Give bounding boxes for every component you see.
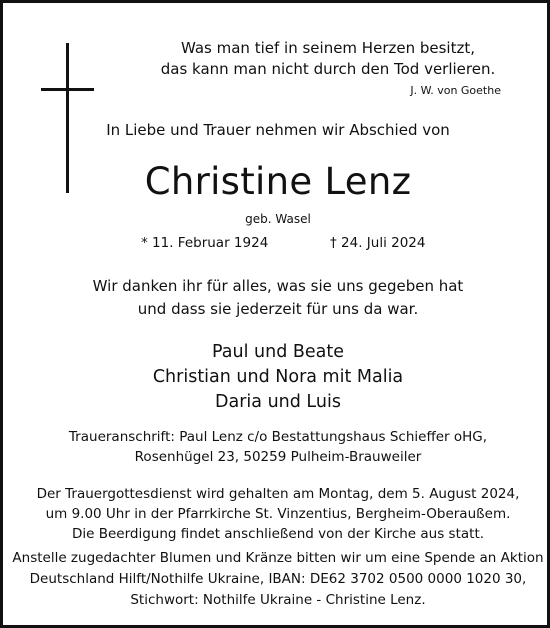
family-member-2: Christian und Nora mit Malia [152, 367, 404, 387]
intro-text: In Liebe und Trauer nehmen wir Abschied von [106, 121, 450, 139]
service-line-2: um 9.00 Uhr in der Pfarrkirche St. Vinzentius, Bergheim-Oberaußem. [45, 506, 511, 522]
donation-line-1: Anstelle zugedachter Blumen und Kränze bitten wir um eine Spende an Aktion [12, 550, 544, 566]
address-line-2: Rosenhügel 23, 50259 Pulheim-Brauweiler [134, 449, 422, 465]
service-line-1: Der Trauergottesdienst wird gehalten am Montag, dem 5. August 2024, [36, 486, 520, 502]
address-line-1: Traueranschrift: Paul Lenz c/o Bestattungshaus Schieffer oHG, [68, 429, 488, 445]
cross-horizontal-bar [41, 88, 94, 91]
birth-date: * 11. Februar 1924 [141, 235, 269, 251]
quote-line-1: Was man tief in seinem Herzen besitzt, [180, 39, 475, 57]
family-member-1: Paul und Beate [212, 342, 344, 362]
thanks-line-2: und dass sie jederzeit für uns da war. [137, 300, 419, 318]
family-member-3: Daria und Luis [215, 392, 341, 412]
thanks-line-1: Wir danken ihr für alles, was sie uns gegeben hat [92, 277, 464, 295]
maiden-name: geb. Wasel [245, 212, 311, 226]
donation-line-3: Stichwort: Nothilfe Ukraine - Christine Lenz. [130, 592, 426, 608]
quote-line-2: das kann man nicht durch den Tod verlieren. [160, 60, 496, 78]
deceased-name: Christine Lenz [144, 160, 412, 203]
death-date: † 24. Juli 2024 [330, 235, 426, 251]
service-line-3: Die Beerdigung findet anschließend von der Kirche aus statt. [71, 526, 485, 542]
donation-line-2: Deutschland Hilft/Nothilfe Ukraine, IBAN: DE62 3702 0500 0000 1020 30, [29, 571, 527, 587]
quote-author: J. W. von Goethe [410, 84, 501, 97]
